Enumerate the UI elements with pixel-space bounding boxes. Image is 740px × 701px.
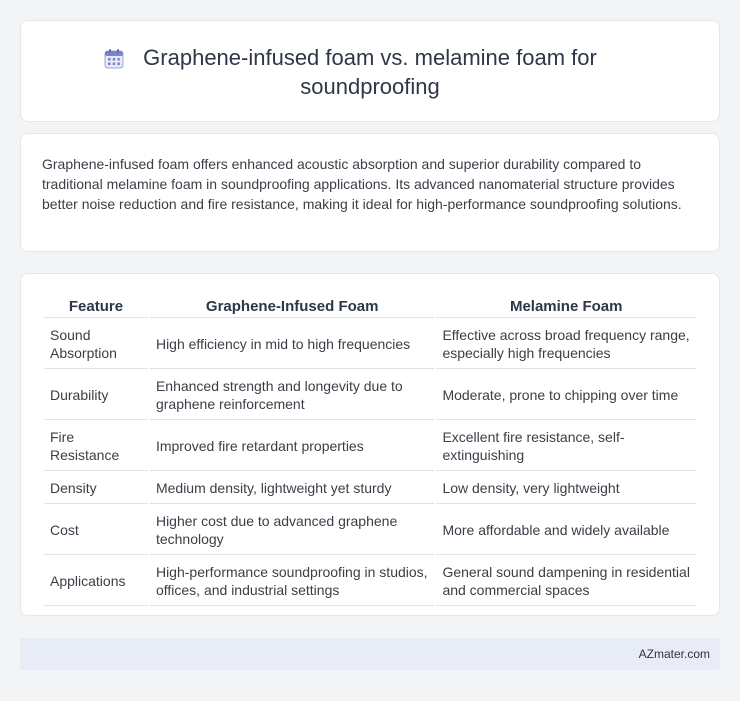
comparison-table — [42, 296, 698, 608]
melamine-cell: General sound dampening in residential and commercial spaces — [436, 557, 696, 606]
graphene-cell: Higher cost due to advanced graphene technology — [150, 506, 434, 555]
graphene-cell: Improved fire retardant properties — [150, 422, 434, 471]
melamine-cell: More affordable and widely available — [436, 506, 696, 555]
feature-cell: Sound Absorption — [44, 320, 148, 369]
table-row — [44, 506, 696, 555]
summary-text: Graphene-infused foam offers enhanced acoustic absorption and superior durability compared to traditional melamine foam in soundproofing applications. Its advanced nanomaterial structure provides better noise reduction and fire resistance, making it ideal for high-performance soundproofing solutions. — [42, 156, 682, 212]
melamine-cell: Moderate, prone to chipping over time — [436, 371, 696, 420]
table-row — [44, 473, 696, 504]
summary-card — [20, 133, 720, 252]
graphene-cell: Enhanced strength and longevity due to graphene reinforcement — [150, 371, 434, 420]
title-card — [20, 20, 720, 122]
feature-cell: Durability — [44, 371, 148, 420]
comparison-table-card — [20, 273, 720, 616]
footer-bar — [20, 638, 720, 670]
feature-cell: Fire Resistance — [44, 422, 148, 471]
header-graphene: Graphene-Infused Foam — [150, 298, 434, 318]
feature-cell: Cost — [44, 506, 148, 555]
table-row — [44, 422, 696, 471]
table-row — [44, 557, 696, 606]
page-title: Graphene-infused foam vs. melamine foam for soundproofing — [143, 45, 597, 99]
feature-cell: Applications — [44, 557, 148, 606]
graphene-cell: High efficiency in mid to high frequencies — [150, 320, 434, 369]
graphene-cell: Medium density, lightweight yet sturdy — [150, 473, 434, 504]
table-header-row — [44, 298, 696, 318]
melamine-cell: Excellent fire resistance, self-extinguishing — [436, 422, 696, 471]
melamine-cell: Low density, very lightweight — [436, 473, 696, 504]
header-melamine: Melamine Foam — [436, 298, 696, 318]
header-feature: Feature — [44, 298, 148, 318]
graphene-cell: High-performance soundproofing in studios, offices, and industrial settings — [150, 557, 434, 606]
table-row — [44, 320, 696, 369]
table-row — [44, 371, 696, 420]
melamine-cell: Effective across broad frequency range, especially high frequencies — [436, 320, 696, 369]
footer-site-link[interactable]: AZmater.com — [638, 647, 710, 661]
feature-cell: Density — [44, 473, 148, 504]
